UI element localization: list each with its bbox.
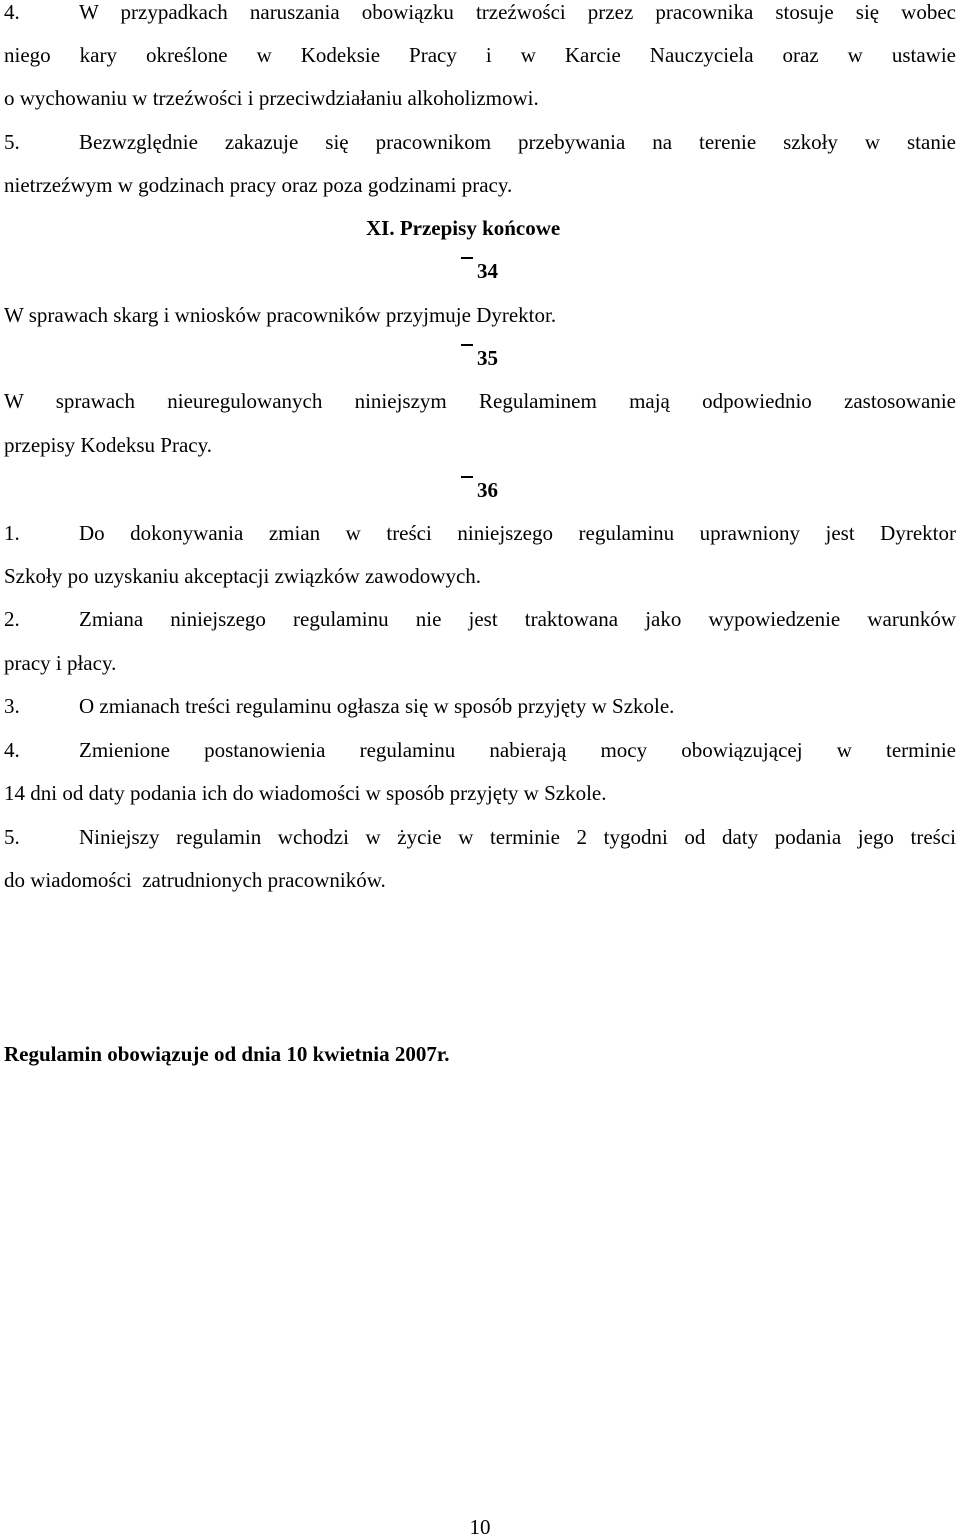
item-text: O zmianach treści regulaminu ogłasza się w sposób przyjęty w Szkole. bbox=[79, 694, 675, 718]
paragraph-number: 5. bbox=[4, 130, 20, 154]
item-1-line-2: Szkoły po uzyskaniu akceptacji związków zawodowych. bbox=[4, 564, 482, 588]
chapter-title: XI. Przepisy końcowe bbox=[366, 216, 561, 240]
section-sign-icon bbox=[461, 344, 473, 346]
paragraph-text: W przypadkach naruszania obowiązku trzeźwości przez pracownika stosuje się wobec bbox=[79, 0, 956, 24]
paragraph-number: 4. bbox=[4, 0, 20, 24]
section-35-line-1: W sprawach nieuregulowanych niniejszym Regulaminem mają odpowiednio zastosowanie bbox=[4, 389, 956, 413]
item-text: Do dokonywania zmian w treści niniejszego regulaminu uprawniony jest Dyrektor bbox=[79, 521, 956, 545]
item-number: 3. bbox=[4, 694, 20, 718]
item-2-line-1 bbox=[4, 607, 956, 631]
item-5-line-2: do wiadomości zatrudnionych pracowników. bbox=[4, 868, 386, 892]
paragraph-5-line-1 bbox=[4, 130, 956, 154]
section-34-heading bbox=[461, 259, 498, 283]
item-number: 5. bbox=[4, 825, 20, 849]
item-number: 2. bbox=[4, 607, 20, 631]
paragraph-4-line-3: o wychowaniu w trzeźwości i przeciwdziałaniu alkoholizmowi. bbox=[4, 86, 539, 110]
item-3-line-1 bbox=[4, 694, 956, 718]
section-35-heading bbox=[461, 346, 498, 370]
closing-statement: Regulamin obowiązuje od dnia 10 kwietnia 2007r. bbox=[4, 1042, 450, 1066]
section-34-number: 34 bbox=[477, 259, 498, 283]
section-sign-icon bbox=[461, 257, 473, 259]
item-4-line-2: 14 dni od daty podania ich do wiadomości w sposób przyjęty w Szkole. bbox=[4, 781, 607, 805]
paragraph-4-line-1 bbox=[4, 0, 956, 24]
paragraph-4-line-2: niego kary określone w Kodeksie Pracy i w Karcie Nauczyciela oraz w ustawie bbox=[4, 43, 956, 67]
item-1-line-1 bbox=[4, 521, 956, 545]
section-36-heading bbox=[461, 478, 498, 502]
item-number: 4. bbox=[4, 738, 20, 762]
item-number: 1. bbox=[4, 521, 20, 545]
section-35-line-2: przepisy Kodeksu Pracy. bbox=[4, 433, 213, 457]
section-34-text: W sprawach skarg i wniosków pracowników przyjmuje Dyrektor. bbox=[4, 303, 557, 327]
item-text: Niniejszy regulamin wchodzi w życie w terminie 2 tygodni od daty podania jego treści bbox=[79, 825, 956, 849]
item-text: Zmiana niniejszego regulaminu nie jest traktowana jako wypowiedzenie warunków bbox=[79, 607, 956, 631]
paragraph-5-line-2: nietrzeźwym w godzinach pracy oraz poza godzinami pracy. bbox=[4, 173, 513, 197]
item-2-line-2: pracy i płacy. bbox=[4, 651, 117, 675]
item-4-line-1 bbox=[4, 738, 956, 762]
item-text: Zmienione postanowienia regulaminu nabierają mocy obowiązującej w terminie bbox=[79, 738, 956, 762]
item-5-line-1 bbox=[4, 825, 956, 849]
section-36-number: 36 bbox=[477, 478, 498, 502]
section-sign-icon bbox=[461, 476, 473, 478]
paragraph-text: Bezwzględnie zakazuje się pracownikom przebywania na terenie szkoły w stanie bbox=[79, 130, 956, 154]
section-35-number: 35 bbox=[477, 346, 498, 370]
page-number: 10 bbox=[469, 1515, 491, 1539]
